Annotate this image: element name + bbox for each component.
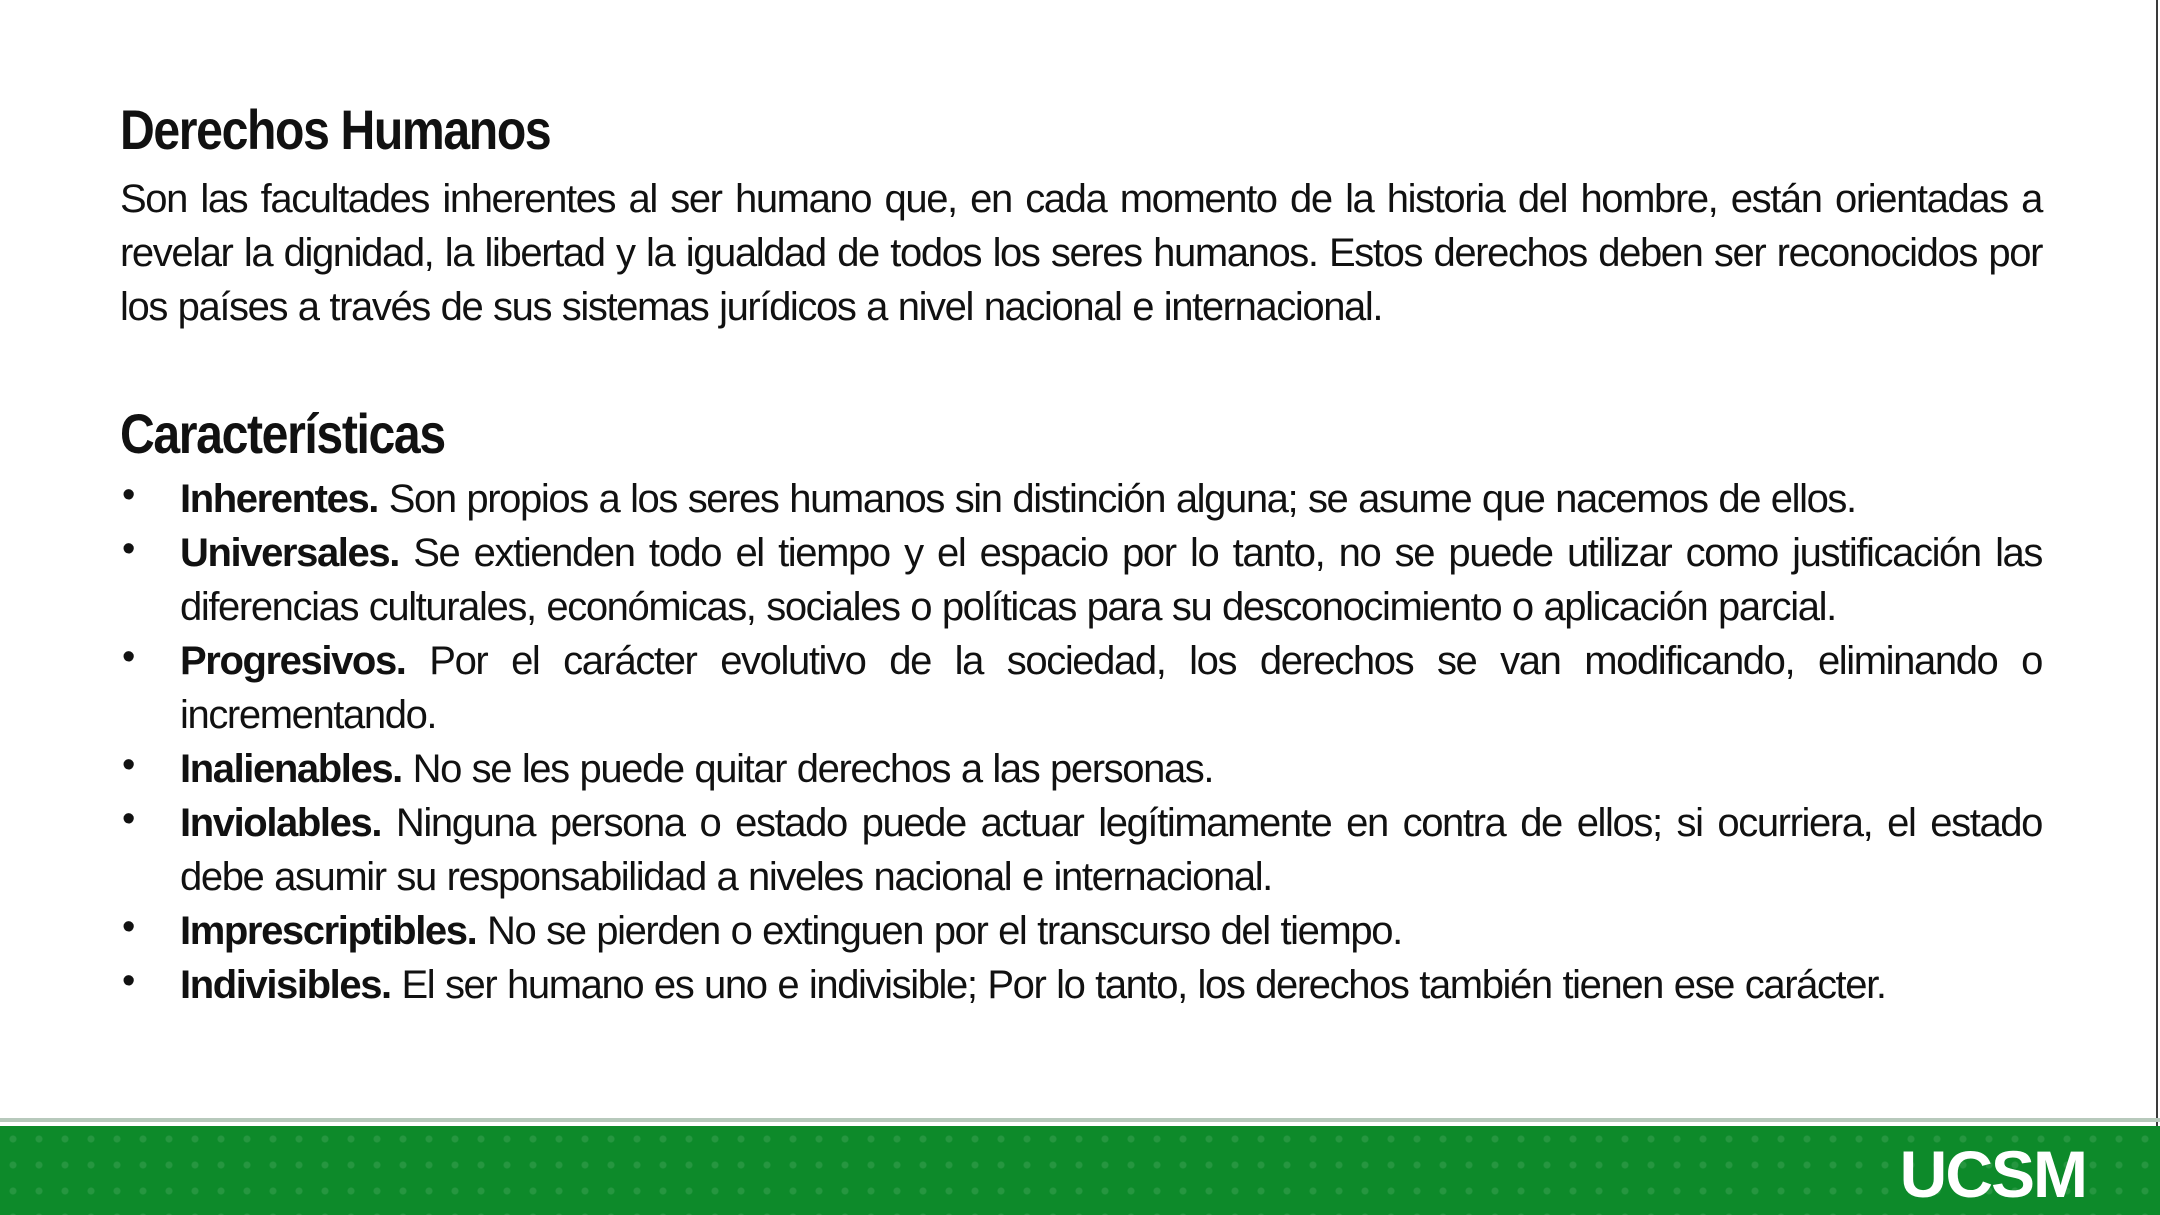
bullet-icon: •: [122, 906, 134, 948]
features-list: [120, 472, 2042, 1012]
bullet-icon: •: [122, 636, 134, 678]
list-item: [120, 958, 2042, 1012]
list-item: [120, 634, 2042, 742]
section-title: Características: [120, 402, 445, 465]
feature-term: Inviolables.: [180, 801, 382, 845]
feature-text: Por el carácter evolutivo de la sociedad, los derechos se van modificando, eliminando o incrementando.: [180, 639, 2042, 737]
bullet-icon: •: [122, 960, 134, 1002]
feature-text: Son propios a los seres humanos sin distinción alguna; se asume que nacemos de ellos.: [378, 477, 1856, 521]
bullet-icon: •: [122, 528, 134, 570]
feature-term: Progresivos.: [180, 639, 406, 683]
bullet-icon: •: [122, 744, 134, 786]
feature-text: No se les puede quitar derechos a las personas.: [401, 747, 1214, 791]
slide-border: [2156, 0, 2158, 1215]
feature-text: Se extienden todo el tiempo y el espacio por lo tanto, no se puede utilizar como justificación las diferencias culturales, económicas, sociales o políticas para su desconocimiento o aplicación parcial.: [180, 531, 2042, 629]
feature-text: No se pierden o extinguen por el transcurso del tiempo.: [476, 909, 1402, 953]
feature-term: Imprescriptibles.: [180, 909, 477, 953]
page-title: Derechos Humanos: [120, 98, 551, 161]
bullet-icon: •: [122, 798, 134, 840]
list-item: [120, 904, 2042, 958]
footer-band: [0, 1126, 2160, 1215]
feature-text: El ser humano es uno e indivisible; Por lo tanto, los derechos también tienen ese carácter.: [390, 963, 1886, 1007]
list-item: [120, 526, 2042, 634]
feature-term: Inherentes.: [180, 477, 378, 521]
footer-divider: [0, 1118, 2160, 1122]
ucsm-logo: UCSM: [1899, 1137, 2086, 1211]
list-item: [120, 796, 2042, 904]
feature-term: Universales.: [180, 531, 399, 575]
list-item: [120, 742, 2042, 796]
bullet-icon: •: [122, 474, 134, 516]
list-item: [120, 472, 2042, 526]
feature-term: Indivisibles.: [180, 963, 391, 1007]
intro-paragraph: Son las facultades inherentes al ser humano que, en cada momento de la historia del hombre, están orientadas a revelar la dignidad, la libertad y la igualdad de todos los seres humanos. Estos derechos deben ser reconocidos por los países a través de sus sistemas jurídicos a nivel nacional e internacional.: [120, 177, 2042, 329]
slide-content: [120, 92, 2042, 1012]
feature-text: Ninguna persona o estado puede actuar legítimamente en contra de ellos; si ocurriera, el estado debe asumir su responsabilidad a niveles nacional e internacional.: [180, 801, 2042, 899]
feature-term: Inalienables.: [180, 747, 402, 791]
